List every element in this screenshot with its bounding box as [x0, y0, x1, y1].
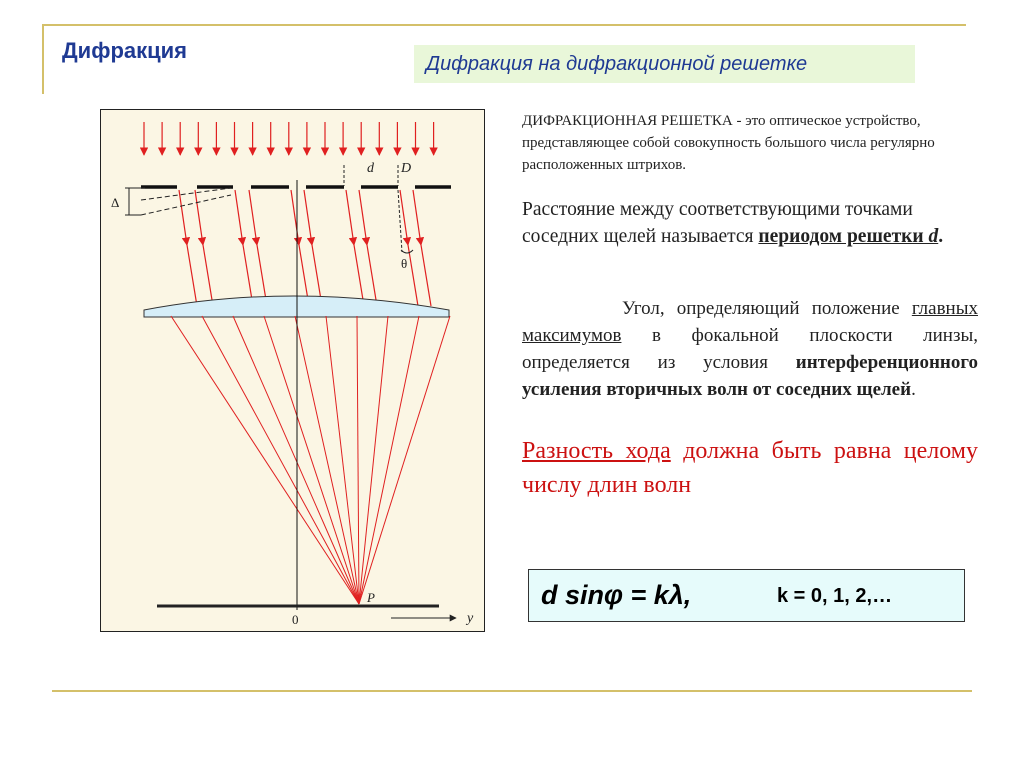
angle-mid: в фокальной плоскости линзы, определяется из условия — [522, 325, 978, 373]
period-lead: Расстояние между соответствующими точками соседних щелей называется — [522, 199, 913, 247]
diffracted-ray — [235, 190, 243, 245]
diffracted-ray-segment — [203, 245, 213, 306]
page-title: Дифракция — [62, 38, 188, 63]
path-difference-term: Разность хода — [522, 438, 671, 464]
angle-lead: Угол, определяющий положение — [622, 298, 912, 319]
label-theta: θ — [401, 256, 408, 271]
focused-ray — [357, 316, 359, 604]
diffracted-ray — [249, 190, 257, 245]
label-P: P — [367, 590, 375, 605]
diffracted-ray — [179, 190, 187, 245]
main-maxima-term: главных максимумов — [522, 298, 978, 346]
diffraction-grating-diagram — [100, 109, 485, 632]
definition-term: ДИФРАКЦИОННАЯ РЕШЕТКА — [522, 113, 733, 129]
focused-ray — [359, 316, 388, 604]
diffracted-ray — [291, 190, 299, 245]
period-end: . — [938, 226, 944, 247]
formula-main: d sinφ = kλ, — [541, 580, 692, 610]
diffracted-ray — [304, 190, 312, 245]
formula-orders: k = 0, 1, 2,… — [777, 585, 893, 607]
label-y: y — [467, 611, 474, 626]
interference-term: интерференционного усиления вторичных волн от соседних щелей — [522, 352, 978, 400]
angle-end: . — [911, 379, 916, 400]
label-d: d — [367, 161, 374, 176]
focused-ray — [202, 316, 359, 604]
left-accent-bar — [42, 24, 44, 94]
focused-ray — [264, 316, 359, 604]
label-zero: 0 — [292, 612, 299, 627]
period-term — [758, 226, 938, 247]
focused-rays — [171, 316, 450, 604]
diagram-svg — [101, 110, 486, 633]
diffracted-ray-segment — [421, 245, 431, 306]
period-paragraph — [522, 196, 982, 250]
diffracted-ray-segment — [187, 245, 197, 306]
focused-ray — [295, 316, 359, 604]
label-delta: Δ — [111, 195, 120, 210]
diffracted-ray — [413, 190, 421, 245]
diffracted-ray-segment — [408, 245, 418, 306]
grating-formula-box — [528, 569, 965, 622]
diffracted-ray-segment — [367, 245, 377, 306]
focused-ray — [233, 316, 359, 604]
period-var: d — [928, 226, 939, 247]
definition-text: - это оптическое устройство, представляющее собой совокупность большого числа регулярно расположенных штрихов. — [522, 113, 935, 173]
diffracted-ray — [346, 190, 354, 245]
diffracted-ray-segment — [354, 245, 364, 306]
focused-ray — [359, 316, 419, 604]
diffracted-ray — [359, 190, 367, 245]
section-subtitle: Дифракция на дифракционной решетке — [414, 45, 915, 83]
top-divider — [42, 24, 966, 26]
path-difference-text: должна быть равна целому числу длин волн — [522, 438, 978, 498]
path-difference-paragraph — [522, 434, 978, 502]
period-term-text: периодом решетки — [758, 226, 929, 247]
angle-paragraph — [522, 295, 978, 403]
label-D: D — [401, 161, 412, 176]
focused-ray — [359, 316, 450, 604]
bottom-divider — [52, 690, 972, 692]
diffracted-ray — [195, 190, 203, 245]
definition-paragraph — [522, 110, 977, 176]
incident-rays — [144, 122, 434, 155]
diffracted-rays — [179, 190, 431, 306]
